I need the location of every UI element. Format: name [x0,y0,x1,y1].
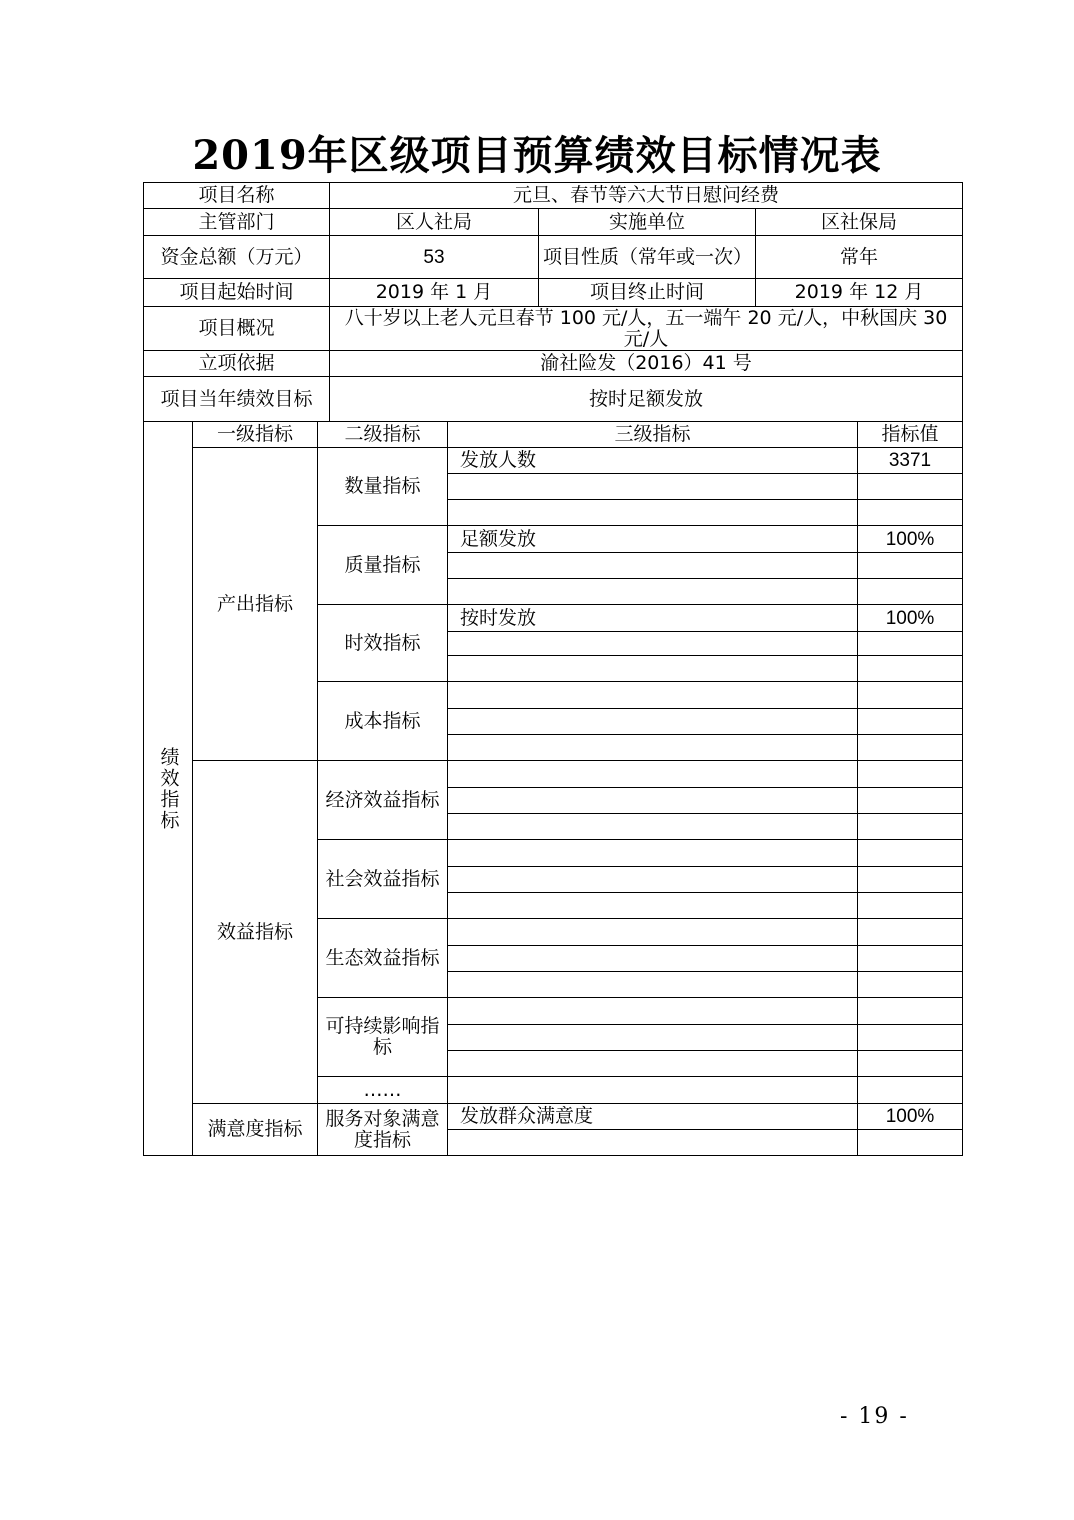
basis-label: 立项依据 [144,351,330,377]
quality-item: 足额发放 [448,526,858,553]
quality-indicator-label: 质量指标 [318,526,448,605]
table-row [144,183,963,209]
basis-value: 渝社险发（2016）41 号 [330,351,963,377]
table-row [144,279,963,307]
goal-label: 项目当年绩效目标 [144,377,330,422]
service-value: 100% [858,1104,963,1130]
table-row [144,448,963,474]
header-level2: 二级指标 [318,422,448,448]
table-row [144,1104,963,1130]
start-value: 2019 年 1 月 [330,279,539,307]
economic-indicator-label: 经济效益指标 [318,761,448,840]
header-level1: 一级指标 [193,422,318,448]
project-name-label: 项目名称 [144,183,330,209]
basic-info-table [143,182,963,422]
ecological-indicator-label: 生态效益指标 [318,919,448,998]
table-row [144,351,963,377]
table-row [144,307,963,351]
impl-unit-value: 区社保局 [756,209,963,236]
table-row [144,422,963,448]
start-label: 项目起始时间 [144,279,330,307]
end-value: 2019 年 12 月 [756,279,963,307]
table-row [144,209,963,236]
service-satisfaction-label: 服务对象满意度指标 [318,1104,448,1156]
sustainable-indicator-label: 可持续影响指标 [318,998,448,1077]
fund-value: 53 [330,236,539,279]
page-title: 2019年区级项目预算绩效目标情况表 [192,132,882,179]
satisfaction-indicator-label: 满意度指标 [193,1104,318,1156]
dept-value: 区人社局 [330,209,539,236]
timeliness-item: 按时发放 [448,605,858,632]
service-item: 发放群众满意度 [448,1104,858,1130]
dept-label: 主管部门 [144,209,330,236]
fund-label: 资金总额（万元） [144,236,330,279]
cost-indicator-label: 成本指标 [318,682,448,761]
nature-label: 项目性质（常年或一次） [539,236,756,279]
performance-indicator-section: 绩效指标 [144,422,193,1156]
overview-label: 项目概况 [144,307,330,351]
timeliness-value: 100% [858,605,963,632]
impl-unit-label: 实施单位 [539,209,756,236]
overview-value: 八十岁以上老人元旦春节 100 元/人，五一端午 20 元/人，中秋国庆 30 元/人 [330,307,963,351]
end-label: 项目终止时间 [539,279,756,307]
quality-value: 100% [858,526,963,553]
quantity-value: 3371 [858,448,963,474]
table-row [144,377,963,422]
social-indicator-label: 社会效益指标 [318,840,448,919]
ellipsis-label: …… [318,1077,448,1104]
header-value: 指标值 [858,422,963,448]
indicators-table [143,421,963,1156]
table-row [144,761,963,788]
goal-value: 按时足额发放 [330,377,963,422]
quantity-indicator-label: 数量指标 [318,448,448,526]
table-row [144,236,963,279]
header-level3: 三级指标 [448,422,858,448]
nature-value: 常年 [756,236,963,279]
quantity-item: 发放人数 [448,448,858,474]
timeliness-indicator-label: 时效指标 [318,605,448,682]
benefit-indicator-label: 效益指标 [193,761,318,1104]
page-number: - 19 - [840,1404,909,1429]
project-name-value: 元旦、春节等六大节日慰问经费 [330,183,963,209]
output-indicator-label: 产出指标 [193,448,318,761]
